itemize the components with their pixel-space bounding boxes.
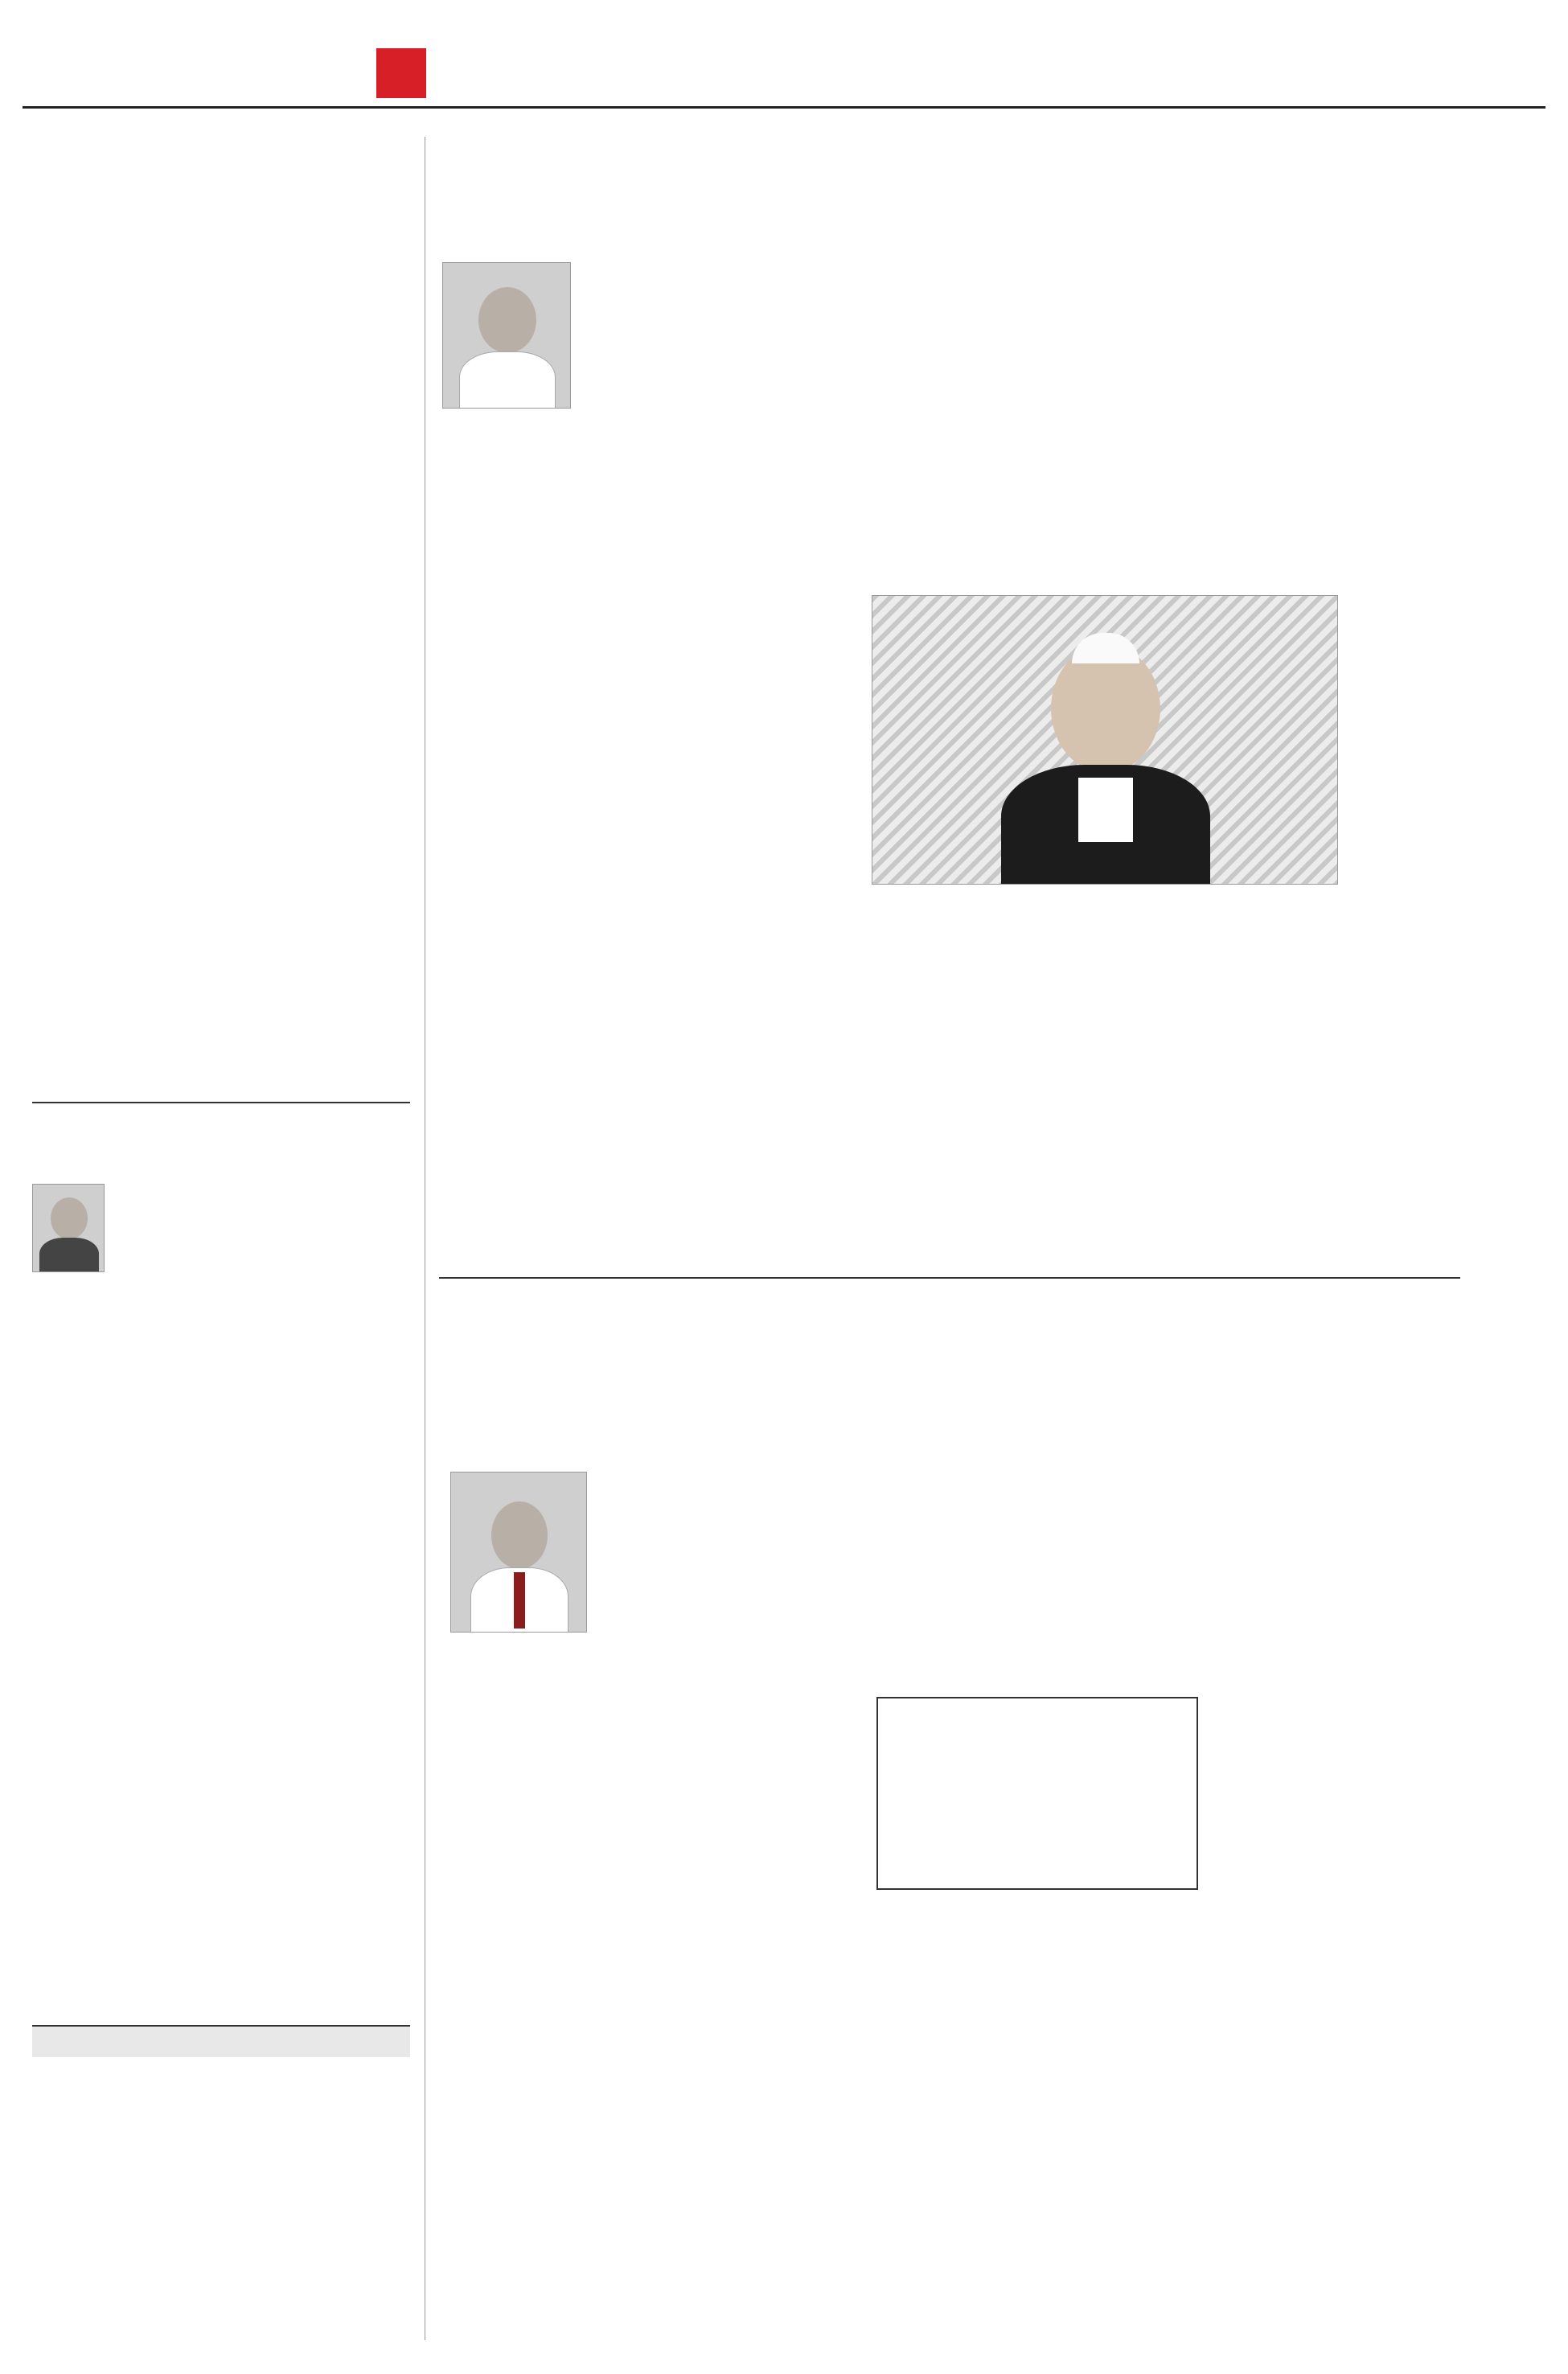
sultan-col4 bbox=[872, 893, 1138, 1267]
sultan-col2 bbox=[872, 233, 1138, 587]
upohar-col3 bbox=[1150, 1303, 1455, 1669]
section-mark bbox=[338, 50, 370, 97]
center-divider bbox=[439, 1277, 1460, 1279]
upohar-author-photo bbox=[450, 1472, 587, 1633]
upohar-pull-quote bbox=[876, 1697, 1198, 1890]
allah-body bbox=[32, 1184, 410, 1984]
sultan-col5 bbox=[1150, 692, 1455, 1247]
upohar-col1 bbox=[595, 1472, 860, 2316]
sultan-footer bbox=[1150, 1248, 1455, 1267]
masthead bbox=[23, 48, 1545, 122]
sultan-col1 bbox=[579, 262, 860, 1267]
masthead-rule bbox=[23, 106, 1545, 109]
khaddo-body bbox=[32, 716, 410, 1090]
sultan-col0 bbox=[442, 414, 571, 1267]
upohar-footer bbox=[1045, 2302, 1455, 2321]
sultan-author-photo bbox=[442, 262, 571, 409]
allah-footer-note bbox=[209, 1962, 410, 1998]
bichitro-tag bbox=[32, 2025, 410, 2057]
brand-logo bbox=[1533, 53, 1542, 95]
page-number bbox=[376, 48, 426, 98]
bichitro-body bbox=[32, 2091, 410, 2332]
upohar-col4 bbox=[872, 1914, 1138, 2316]
upohar-col2 bbox=[872, 1303, 1138, 1669]
brand-separator bbox=[1533, 55, 1542, 92]
left-divider-1 bbox=[32, 1102, 410, 1103]
ssc-body bbox=[32, 225, 410, 623]
upohar-col0 bbox=[450, 1641, 587, 2316]
upohar-col5 bbox=[1214, 1697, 1455, 2296]
